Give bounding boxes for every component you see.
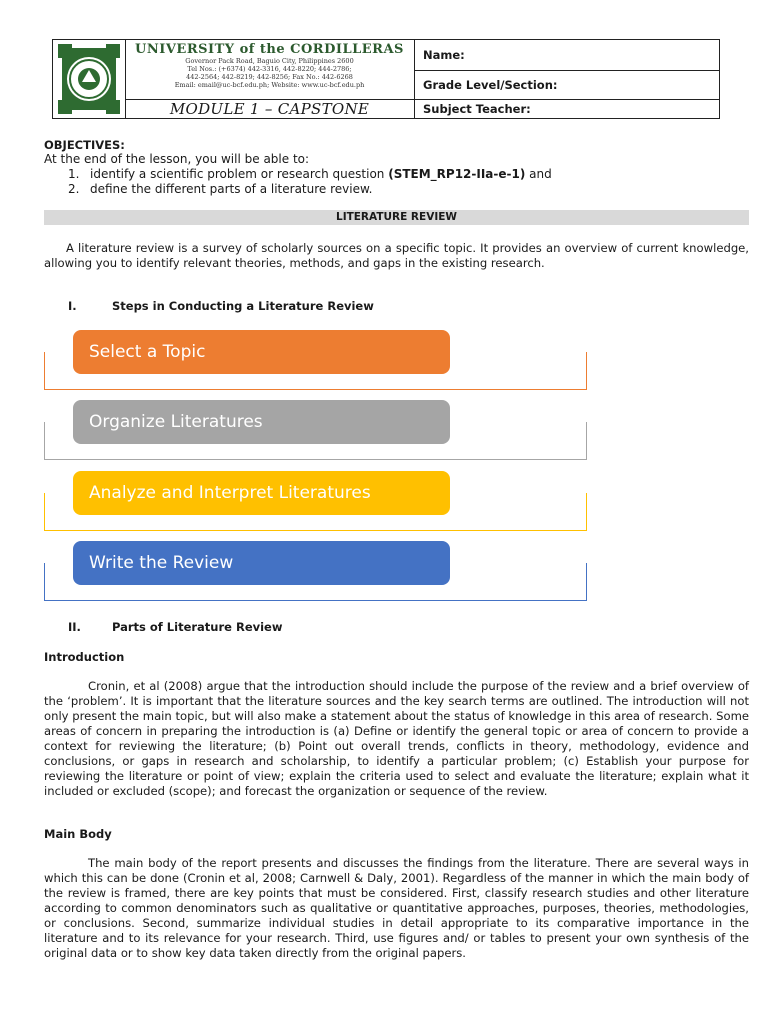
university-info <box>125 40 415 100</box>
paragraph-text: The main body of the report presents and discusses the findings from the literature. There are several ways in which this can be done (Cronin et al, 2008; Carnwell & Daly, 2001). Regardless of the manner in which the main body of the review is framed, there are key points that must be considered. First, classify research studies and other literature according to common denominators such as qualitative or quantitative approaches, purposes, theories, methodologies, or conclusions. Second, summarize individual studies in detail appropriate to its comparative importance in the literature and to its relevance for your research. Third, use figures and/ or tables to present your own synthesis of the original data or to show key data taken directly from the original papers. <box>44 856 749 960</box>
university-name: UNIVERSITY of the CORDILLERAS <box>135 42 404 57</box>
name-field: Name: <box>415 40 719 71</box>
roman-numeral: II. <box>68 620 81 634</box>
introduction-heading: Introduction <box>44 650 125 664</box>
module-title: MODULE 1 – CAPSTONE <box>125 100 415 118</box>
module-header <box>52 39 720 119</box>
address-line: 442-2564; 442-8219; 442-8256; Fax No.: 442-6268 <box>186 73 353 81</box>
main-body-heading: Main Body <box>44 827 112 841</box>
introduction-paragraph <box>44 679 749 799</box>
objective-code: (STEM_RP12-IIa-e-1) <box>388 167 526 181</box>
main-body-paragraph <box>44 856 749 961</box>
section-title: LITERATURE REVIEW <box>44 210 749 225</box>
university-seal <box>53 40 126 118</box>
objective-number: 1. <box>68 167 80 181</box>
grade-section-field: Grade Level/Section: <box>415 71 719 100</box>
heading-text: Parts of Literature Review <box>112 620 283 634</box>
objective-item <box>68 167 552 181</box>
heading-text: Steps in Conducting a Literature Review <box>112 299 374 313</box>
address-line: Email: email@uc-bcf.edu.ph; Website: www.uc-bcf.edu.ph <box>174 81 365 89</box>
parts-heading <box>68 620 282 634</box>
paragraph-text: A literature review is a survey of scholarly sources on a specific topic. It provides an overview of current knowledge, allowing you to identify relevant theories, methods, and gaps in the existing research. <box>44 241 749 270</box>
objectives-intro: At the end of the lesson, you will be able to: <box>44 152 310 166</box>
objectives-title: OBJECTIVES: <box>44 138 125 152</box>
objective-tail: and <box>525 167 552 181</box>
step-write-review: Write the Review <box>73 541 450 585</box>
university-seal-icon <box>58 44 120 114</box>
step-organize-literatures: Organize Literatures <box>73 400 450 444</box>
step-analyze-interpret: Analyze and Interpret Literatures <box>73 471 450 515</box>
objective-text: identify a scientific problem or research question <box>90 167 389 181</box>
steps-heading <box>68 299 374 313</box>
roman-numeral: I. <box>68 299 77 313</box>
objective-text: define the different parts of a literature review. <box>90 182 373 196</box>
step-select-topic: Select a Topic <box>73 330 450 374</box>
objective-item <box>68 182 373 196</box>
objective-number: 2. <box>68 182 80 196</box>
subject-teacher-field: Subject Teacher: <box>423 102 531 116</box>
address-line: Tel Nos.: (+6374) 442-3316, 442-8220; 444-2786; <box>187 65 352 73</box>
literature-review-paragraph <box>44 241 749 271</box>
paragraph-text: Cronin, et al (2008) argue that the introduction should include the purpose of the review and a brief overview of the ‘problem’. It is important that the literature sources and the key search terms are outlined. The introduction will not only present the main topic, but will also make a statement about the status of knowledge in this area of research. Some areas of concern in preparing the introduction is (a) Define or identify the general topic or area of concern to provide a context for reviewing the literature; (b) Point out overall trends, conflicts in theory, methodology, evidence and conclusions, or gaps in research and scholarship, to identify a particular problem; (c) Establish your purpose for reviewing the literature or point of view; explain the criteria used to select and evaluate the literature; explain what it included or excluded (scope); and forecast the organization or sequence of the review. <box>44 679 749 798</box>
address-line: Governor Pack Road, Baguio City, Philippines 2600 <box>185 57 354 65</box>
